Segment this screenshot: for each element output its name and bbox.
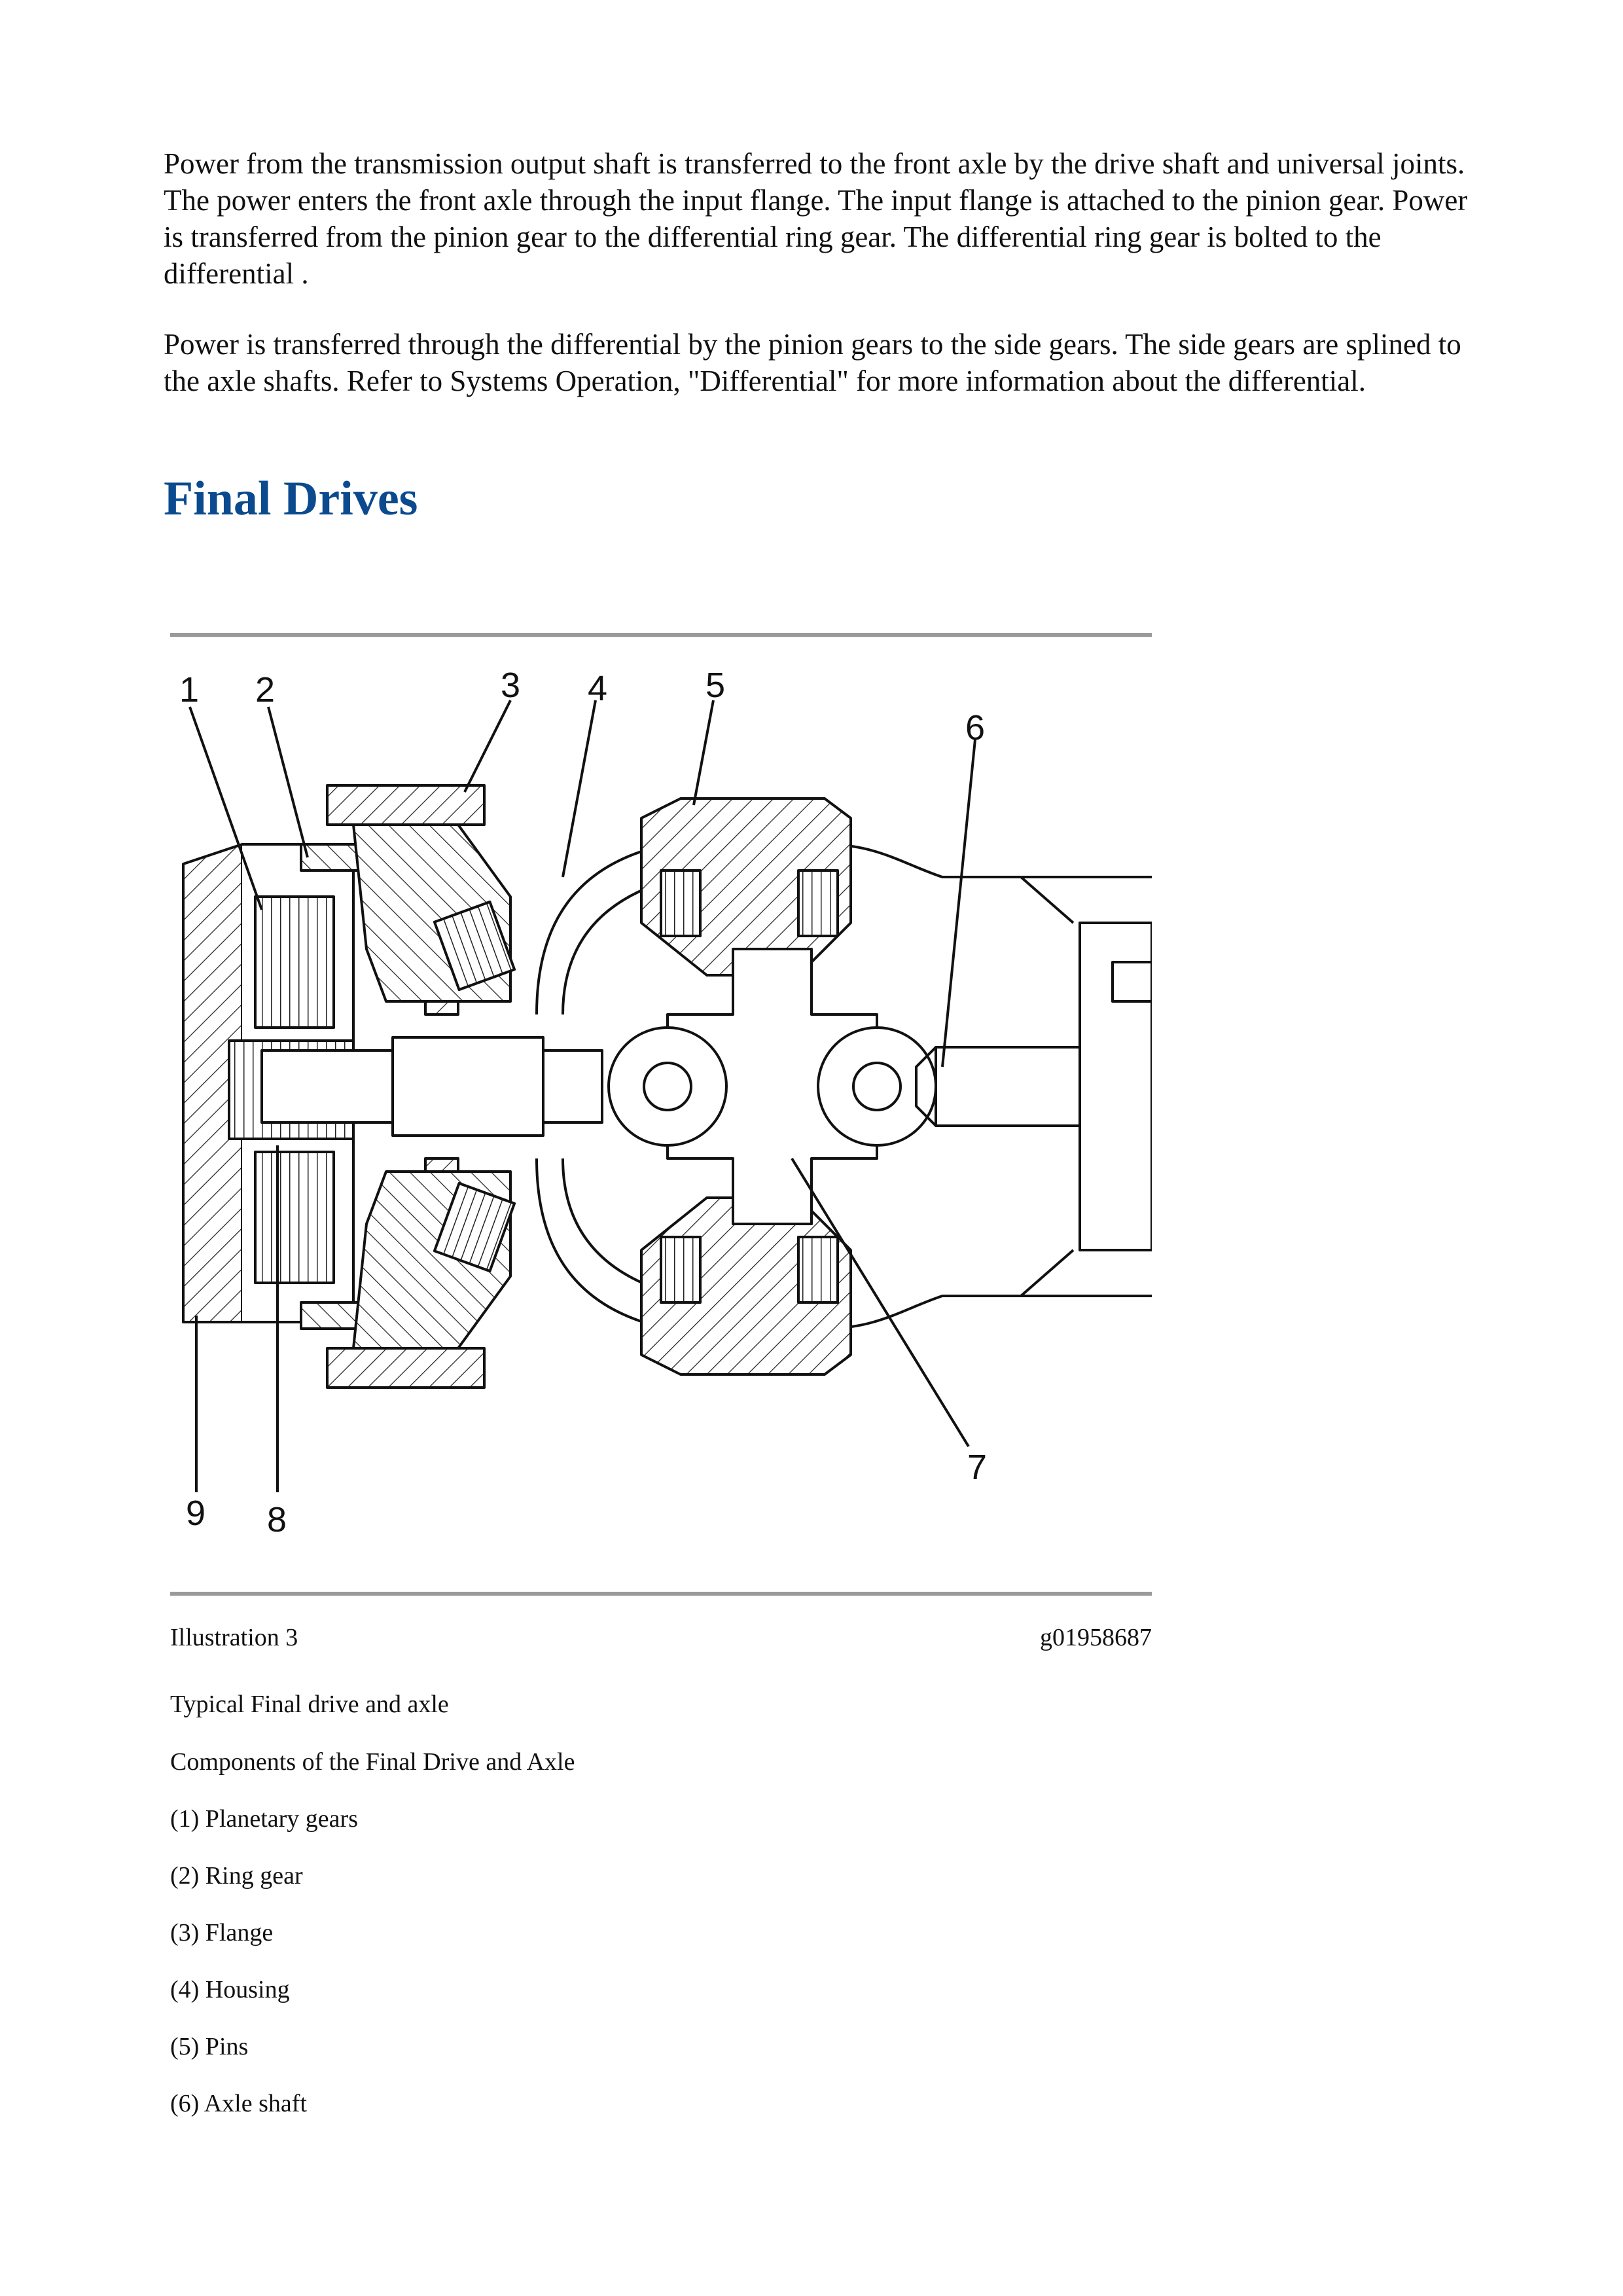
callout-5: 5 bbox=[705, 666, 726, 705]
illustration-label: Illustration 3 bbox=[170, 1624, 298, 1651]
intro-paragraph-2: Power is transferred through the differential by the pinion gears to the side gears. The side gears are splined to the axle shafts. Refer to Systems Operation, "Differential" for more information about the differential. bbox=[164, 328, 1461, 397]
callout-7: 7 bbox=[967, 1448, 988, 1487]
final-drive-axle-illustration bbox=[170, 648, 1152, 1584]
callout-8: 8 bbox=[267, 1500, 287, 1539]
figure-bottom-rule bbox=[170, 1592, 1152, 1596]
illustration-id: g01958687 bbox=[1040, 1624, 1152, 1651]
callout-2: 2 bbox=[255, 670, 276, 709]
callout-4: 4 bbox=[588, 669, 608, 708]
component-item: (5) Pins bbox=[170, 2033, 249, 2060]
callout-1: 1 bbox=[179, 670, 200, 709]
figure-top-rule bbox=[170, 633, 1152, 637]
intro-paragraph-1: Power from the transmission output shaft is transferred to the front axle by the drive shaft and universal joints. The power enters the front axle through the input flange. The input flange is attached to the pinion gear. Power is transferred from the pinion gear to the differential ring gear. The differential ring gear is bolted to the differential . bbox=[164, 147, 1468, 290]
components-heading: Components of the Final Drive and Axle bbox=[170, 1748, 575, 1776]
component-item: (2) Ring gear bbox=[170, 1862, 303, 1890]
callout-3: 3 bbox=[501, 666, 521, 705]
planetary-gear-upper bbox=[255, 897, 334, 1028]
section-title: Final Drives bbox=[164, 472, 418, 526]
planetary-gear-lower bbox=[255, 1152, 334, 1283]
callout-6: 6 bbox=[965, 708, 986, 747]
component-item: (3) Flange bbox=[170, 1919, 274, 1946]
component-item: (6) Axle shaft bbox=[170, 2090, 307, 2117]
component-item: (1) Planetary gears bbox=[170, 1805, 358, 1833]
callout-9: 9 bbox=[186, 1494, 206, 1533]
component-item: (4) Housing bbox=[170, 1976, 290, 2003]
figure-description: Typical Final drive and axle bbox=[170, 1691, 449, 1718]
